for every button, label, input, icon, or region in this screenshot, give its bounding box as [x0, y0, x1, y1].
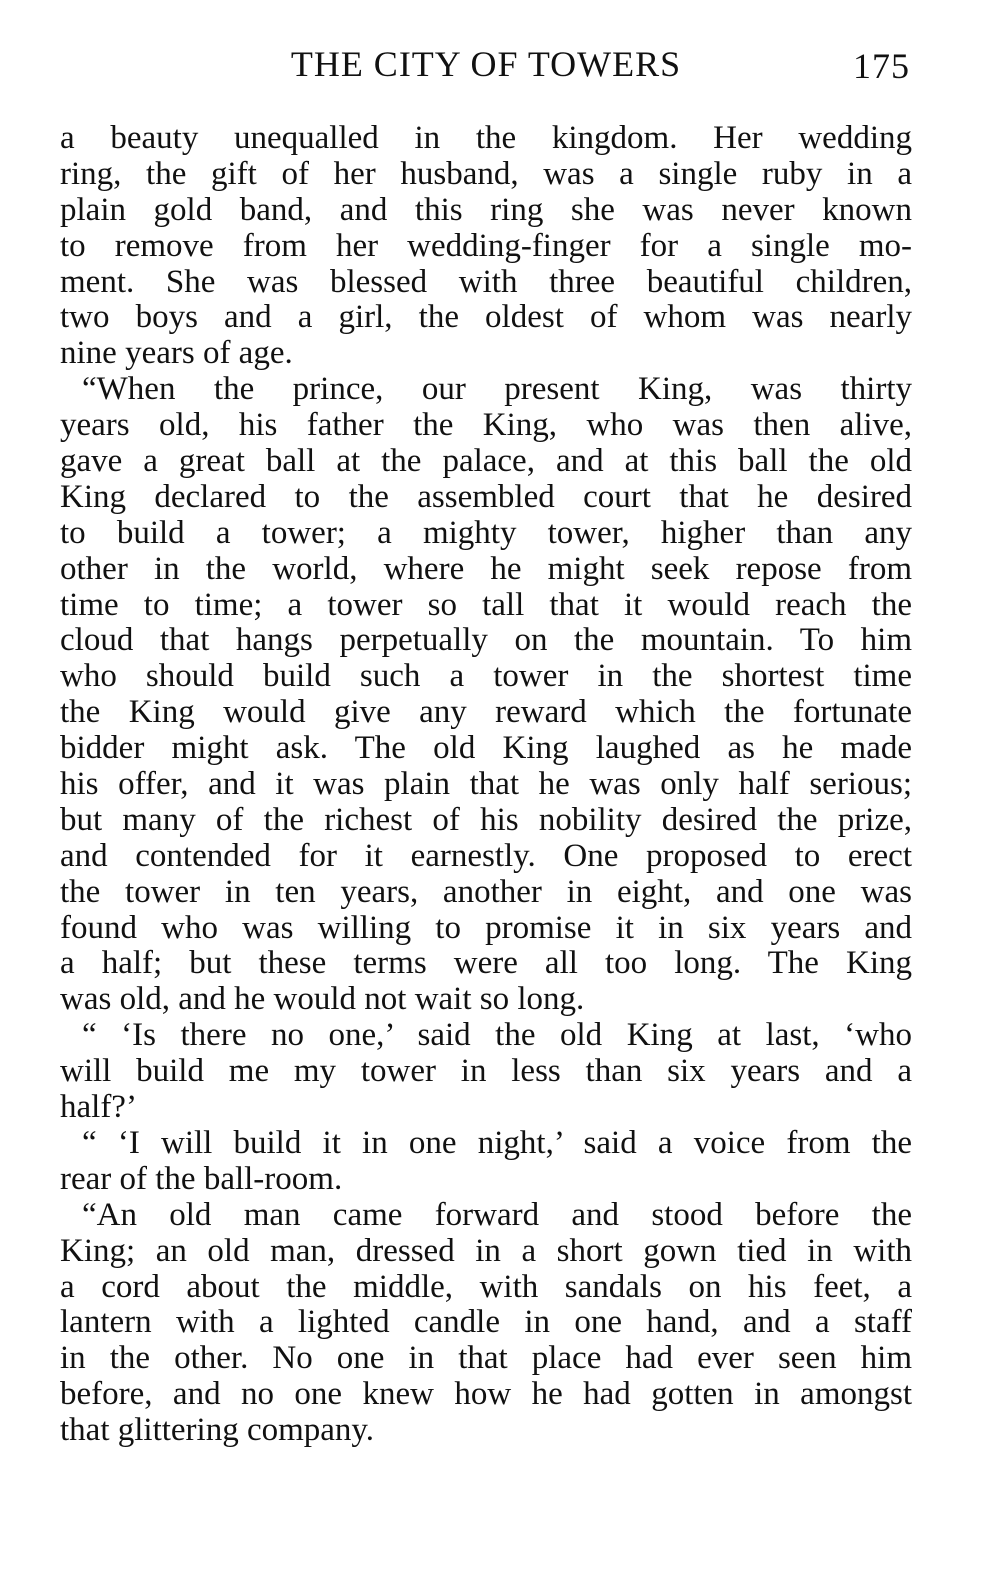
text-line: ring, the gift of her husband, was a single ruby in a	[60, 155, 912, 192]
text-line: bidder might ask. The old King laughed as he made	[60, 730, 912, 767]
text-line: his offer, and it was plain that he was only half serious;	[60, 766, 912, 803]
page-number: 175	[853, 46, 910, 86]
running-header	[60, 42, 912, 86]
text-line: the tower in ten years, another in eight, and one was	[60, 873, 912, 910]
text-line: half?’	[60, 1089, 137, 1126]
text-line: time to time; a tower so tall that it would reach the	[60, 586, 912, 623]
text-line: and contended for it earnestly. One proposed to erect	[60, 837, 912, 874]
text-line: the King would give any reward which the fortunate	[60, 694, 912, 731]
running-title: THE CITY OF TOWERS	[290, 44, 682, 84]
text-line: King; an old man, dressed in a short gown tied in with	[60, 1232, 912, 1269]
text-line: will build me my tower in less than six years and a	[60, 1053, 912, 1090]
text-line: lantern with a lighted candle in one hand, and a staff	[60, 1304, 912, 1341]
text-line: “ ‘I will build it in one night,’ said a voice from the	[82, 1124, 912, 1161]
text-line: nine years of age.	[60, 335, 293, 372]
text-line: “ ‘Is there no one,’ said the old King at last, ‘who	[82, 1017, 912, 1054]
text-line: rear of the ball-room.	[60, 1160, 343, 1197]
text-line: “When the prince, our present King, was thirty	[82, 371, 912, 408]
text-line: in the other. No one in that place had ever seen him	[60, 1340, 912, 1377]
text-line: to build a tower; a mighty tower, higher than any	[60, 514, 912, 551]
text-line: ment. She was blessed with three beautiful children,	[60, 263, 912, 300]
text-line: gave a great ball at the palace, and at this ball the old	[60, 443, 912, 480]
text-line: a beauty unequalled in the kingdom. Her wedding	[60, 120, 912, 156]
text-line: other in the world, where he might seek repose from	[60, 550, 912, 587]
text-line: found who was willing to promise it in six years and	[60, 909, 912, 946]
text-line: but many of the richest of his nobility desired the prize,	[60, 801, 912, 838]
body-text	[60, 121, 912, 1449]
text-line: a cord about the middle, with sandals on his feet, a	[60, 1268, 912, 1305]
text-line: “An old man came forward and stood before the	[82, 1196, 912, 1233]
text-line: was old, and he would not wait so long.	[60, 981, 585, 1018]
text-line: a half; but these terms were all too long. The King	[60, 945, 912, 982]
text-line: before, and no one knew how he had gotten in amongst	[60, 1376, 912, 1413]
text-line: years old, his father the King, who was then alive,	[60, 407, 912, 444]
text-line: King declared to the assembled court that he desired	[60, 478, 912, 515]
text-line: cloud that hangs perpetually on the mountain. To him	[60, 622, 912, 659]
text-line: plain gold band, and this ring she was never known	[60, 191, 912, 228]
text-line: to remove from her wedding-finger for a single mo-	[60, 227, 912, 264]
text-line: who should build such a tower in the shortest time	[60, 658, 912, 695]
text-line: that glittering company.	[60, 1412, 375, 1449]
text-line: two boys and a girl, the oldest of whom was nearly	[60, 299, 912, 336]
